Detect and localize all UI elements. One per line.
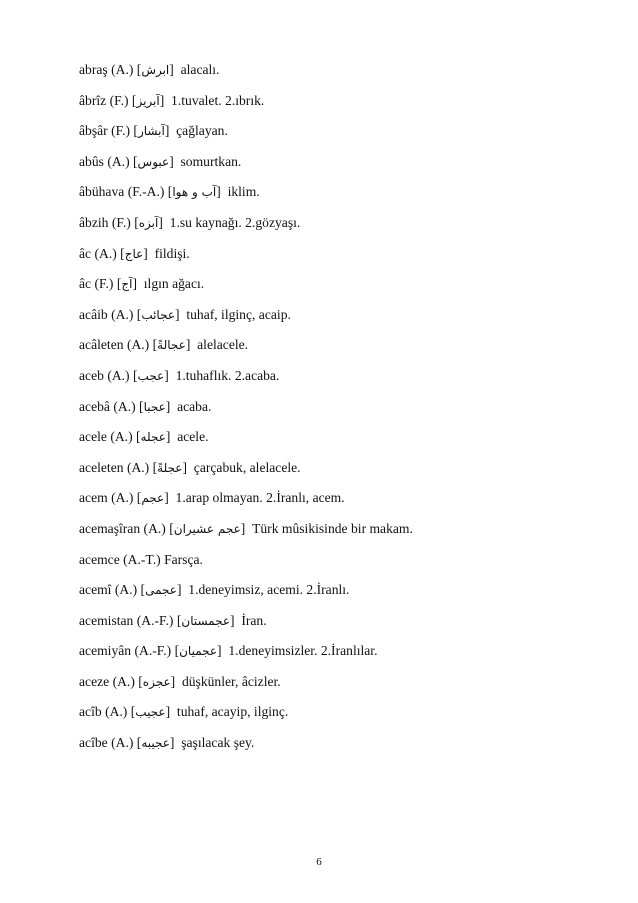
entry-meaning: şaşılacak şey. [181,735,255,751]
entry-arabic-script: عجب [137,368,165,383]
dictionary-entry: acemiyân (A.-F.) [عجمیان] 1.deneyimsizler. 2.İranlılar. [79,643,378,659]
entry-meaning: acaba. [177,398,212,414]
entry-word: acemaşîran [79,520,141,536]
entry-meaning: 1.deneyimsiz, acemi. 2.İranlı. [188,582,350,598]
entry-word: acele [79,429,107,445]
dictionary-entry: acebâ (A.) [عجبا] acaba. [79,398,212,414]
entry-language: (A.-F.) [136,612,174,628]
entry-arabic-script: ابرش [141,63,170,77]
dictionary-entry: âbşâr (F.) [آبشار] çağlayan. [79,123,228,139]
entry-language: (F.-A.) [127,184,165,200]
entry-word: âc [79,276,92,292]
entry-arabic-script: عبوس [137,154,170,169]
dictionary-entry: âbzih (F.) [آبزه] 1.su kaynağı. 2.gözyaşı. [79,214,301,230]
entry-meaning: tuhaf, ilginç, acaip. [186,306,291,322]
entry-meaning: 1.su kaynağı. 2.gözyaşı. [169,214,301,230]
entry-language: (A.-T.) [123,551,161,567]
entry-meaning: fildişi. [154,245,190,261]
entry-word: âbühava [79,184,125,200]
entry-arabic-script: عجمستان [181,613,231,628]
entry-word: acîbe [79,735,108,751]
dictionary-entry: acemaşîran (A.) [عجم عشیران] Türk mûsikisinde bir makam. [79,520,413,536]
entry-arabic-script: عجم عشیران [173,521,241,536]
dictionary-entry: aceb (A.) [عجب] 1.tuhaflık. 2.acaba. [79,367,280,383]
entry-arabic-script: عجیب [135,705,166,720]
entry-word: abûs [79,153,104,169]
dictionary-entry: âbrîz (F.) [آبریز] 1.tuvalet. 2.ıbrık. [79,92,265,108]
entry-language: (A.) [107,153,130,169]
entry-arabic-script: آج [121,277,133,292]
entry-word: abraş [79,62,108,77]
entry-meaning: iklim. [227,184,260,200]
dictionary-entry: âc (A.) [عاج] fildişi. [79,245,190,261]
entry-language: (A.-F.) [134,643,172,659]
entry-word: acemî [79,582,112,598]
entry-word: acemce [79,551,120,567]
dictionary-entry: acemistan (A.-F.) [عجمستان] İran. [79,612,267,628]
entry-language: (F.) [111,214,131,230]
entry-language: (A.) [94,245,117,261]
entry-arabic-script: عجزه [142,674,171,689]
entry-arabic-script: آبشار [137,124,165,139]
entry-language: (A.) [110,429,133,445]
dictionary-entry: acele (A.) [عجله] acele. [79,429,209,445]
entry-meaning: somurtkan. [180,153,242,169]
entry-arabic-script: عجائب [141,307,175,322]
entry-meaning: Farsça. [164,551,203,567]
entry-language: (A.) [126,337,150,353]
entry-language: (A.) [111,735,134,751]
entry-language: (A.) [114,582,138,598]
entry-meaning: alacalı. [180,62,220,77]
entry-language: (F.) [111,123,131,139]
dictionary-entries [79,61,579,765]
dictionary-entry: acem (A.) [عجم] 1.arap olmayan. 2.İranlı, acem. [79,490,345,506]
entry-arabic-script: عجمی [145,583,177,598]
entry-arabic-script: آبریز [136,93,160,108]
entry-word: aceb [79,367,104,383]
entry-word: aceze [79,673,110,689]
entry-word: âbzih [79,214,109,230]
entry-language: (A.) [111,306,134,322]
entry-word: acebâ [79,398,110,414]
entry-meaning: düşkünler, âcizler. [181,673,281,689]
dictionary-entry: âc (F.) [آج] ılgın ağacı. [79,276,205,292]
entry-arabic-script: عجالةً [157,338,186,353]
dictionary-entry: abûs (A.) [عبوس] somurtkan. [79,153,242,169]
entry-word: âc [79,245,92,261]
entry-language: (F.) [109,92,129,108]
dictionary-entry: acîb (A.) [عجیب] tuhaf, acayip, ilginç. [79,704,289,720]
entry-word: acemistan [79,612,134,628]
entry-language: (A.) [111,490,134,506]
entry-arabic-script: عجله [140,430,166,445]
entry-meaning: 1.deneyimsizler. 2.İranlılar. [228,643,378,659]
entry-meaning: çağlayan. [176,123,228,139]
entry-word: acîb [79,704,102,720]
entry-arabic-script: آب و هوا [172,185,217,200]
entry-meaning: 1.tuvalet. 2.ıbrık. [171,92,265,108]
dictionary-entry: acâleten (A.) [عجالةً] alelacele. [79,337,249,353]
entry-arabic-script: عجمیان [179,644,218,659]
entry-word: âbşâr [79,123,108,139]
dictionary-entry: aceleten (A.) [عجلةً] çarçabuk, alelacele. [79,459,301,475]
dictionary-entry: acîbe (A.) [عجیبه] şaşılacak şey. [79,735,255,751]
entry-word: âbrîz [79,92,107,108]
dictionary-entry: aceze (A.) [عجزه] düşkünler, âcizler. [79,673,281,689]
entry-arabic-script: آبزه [138,215,159,230]
dictionary-entry: acâib (A.) [عجائب] tuhaf, ilginç, acaip. [79,306,291,322]
dictionary-entry: acemî (A.) [عجمی] 1.deneyimsiz, acemi. 2.İranlı. [79,582,350,598]
entry-meaning: alelacele. [197,337,249,353]
entry-meaning: 1.arap olmayan. 2.İranlı, acem. [175,490,345,506]
entry-word: acâleten [79,337,124,353]
entry-arabic-script: عاج [124,246,144,261]
entry-word: acâib [79,306,108,322]
entry-language: (A.) [105,704,128,720]
entry-meaning: çarçabuk, alelacele. [193,459,301,475]
entry-meaning: ılgın ağacı. [143,276,205,292]
entry-meaning: Türk mûsikisinde bir makam. [252,520,413,536]
entry-meaning: 1.tuhaflık. 2.acaba. [175,367,280,383]
dictionary-entry [79,551,579,582]
dictionary-entry: âbühava (F.-A.) [آب و هوا] iklim. [79,184,260,200]
entry-meaning: acele. [177,429,209,445]
entry-arabic-script: عجلةً [157,460,183,475]
entry-language: (A.) [111,62,134,77]
page-number: 6 [316,856,322,868]
entry-word: acem [79,490,108,506]
entry-language: (A.) [107,367,130,383]
entry-language: (A.) [112,673,135,689]
entry-word: acemiyân [79,643,132,659]
entry-word: aceleten [79,459,124,475]
entry-language: (A.) [126,459,150,475]
entry-language: (A.) [143,520,166,536]
entry-arabic-script: عجم [141,491,165,506]
entry-arabic-script: عجیبه [141,736,170,751]
entry-meaning: İran. [241,612,267,628]
entry-language: (F.) [94,276,114,292]
dictionary-entry: abraş (A.) [ابرش] alacalı. [79,62,220,77]
entry-meaning: tuhaf, acayip, ilginç. [176,704,289,720]
entry-language: (A.) [113,398,136,414]
entry-arabic-script: عجبا [143,399,166,414]
